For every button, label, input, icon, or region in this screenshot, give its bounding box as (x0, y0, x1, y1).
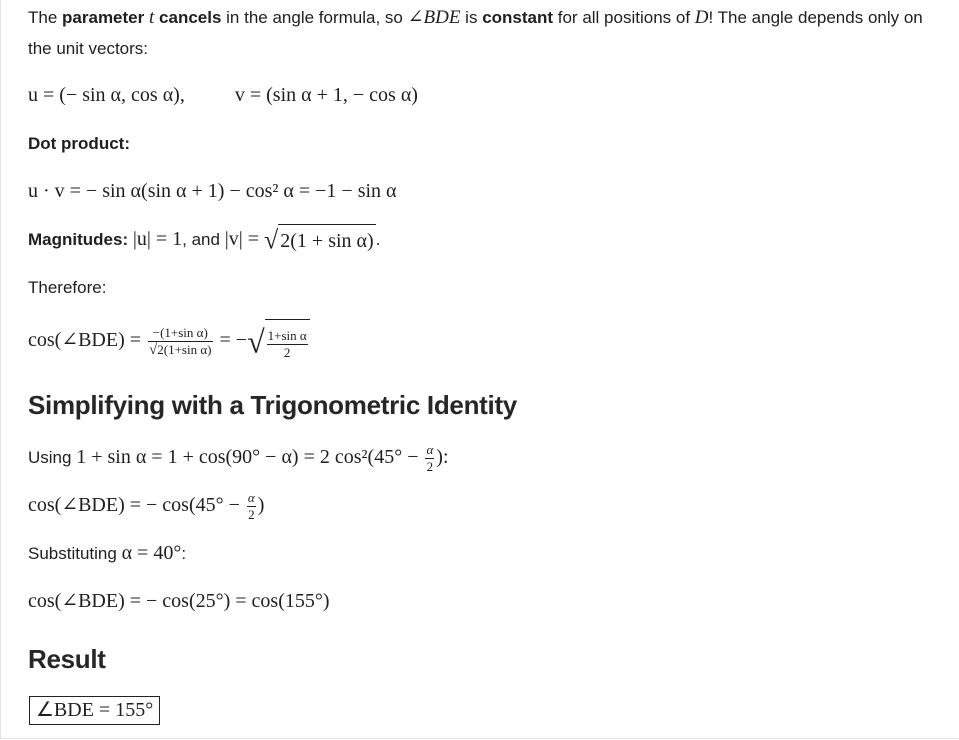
result-box: ∠BDE = 155° (29, 696, 160, 725)
section-heading-identity: Simplifying with a Trigonometric Identity (28, 390, 517, 420)
section-heading-result: Result (28, 644, 106, 674)
intro-paragraph: The parameter t cancels in the angle formula, so ∠BDE is constant for all positions of D! The angle depends only on the unit vectors: (28, 7, 923, 58)
vector-v: v = (sin α + 1, − cos α) (234, 84, 418, 106)
magnitudes-label: Magnitudes: (28, 230, 129, 249)
cos-formula: cos(∠BDE) = $\frac{\text{−(1+sin α)}}{\text{√2(1+sin α)}}$ = −√ $\frac{\text{1+sin α}}{2}$ (28, 318, 310, 365)
magnitudes-line: Magnitudes: |u| = 1, and |v| = √ 2(1 + sin α) . (28, 224, 380, 257)
therefore-text: Therefore: (28, 278, 107, 297)
identity-line: Using 1 + sin α = 1 + cos(90° − α) = 2 cos²(45° − $\frac{\alpha}{2}$ ): (28, 442, 449, 475)
cos-simplified-formula: cos(∠BDE) = − cos(45° − $\frac{\alpha}{2}$ ) (28, 489, 265, 522)
cos-value-formula: cos(∠BDE) = − cos(25°) = cos(155°) (28, 590, 330, 612)
vector-u: u = (− sin α, cos α), (28, 84, 185, 106)
dot-product-formula: u · v = − sin α(sin α + 1) − cos² α = −1 − sin α (28, 180, 397, 202)
sqrt-symbol: √ $\frac{\text{1+sin α}}{2}$ (247, 318, 310, 364)
dot-product-heading: Dot product: (28, 134, 130, 153)
substitution-line: Substituting α = 40°: (28, 542, 187, 564)
vectors-equation (28, 80, 418, 111)
fraction: $\frac{\text{−(1+sin α)}}{\text{√2(1+sin α)}}$ (149, 324, 212, 358)
bold-constant: constant (482, 8, 554, 27)
fraction: $\frac{\alpha}{2}$ (426, 442, 434, 475)
sqrt-symbol: √ 2(1 + sin α) (264, 224, 376, 257)
fraction: $\frac{\alpha}{2}$ (247, 489, 255, 522)
bold-parameter: parameter (62, 8, 145, 27)
bold-cancels: cancels (159, 8, 222, 27)
